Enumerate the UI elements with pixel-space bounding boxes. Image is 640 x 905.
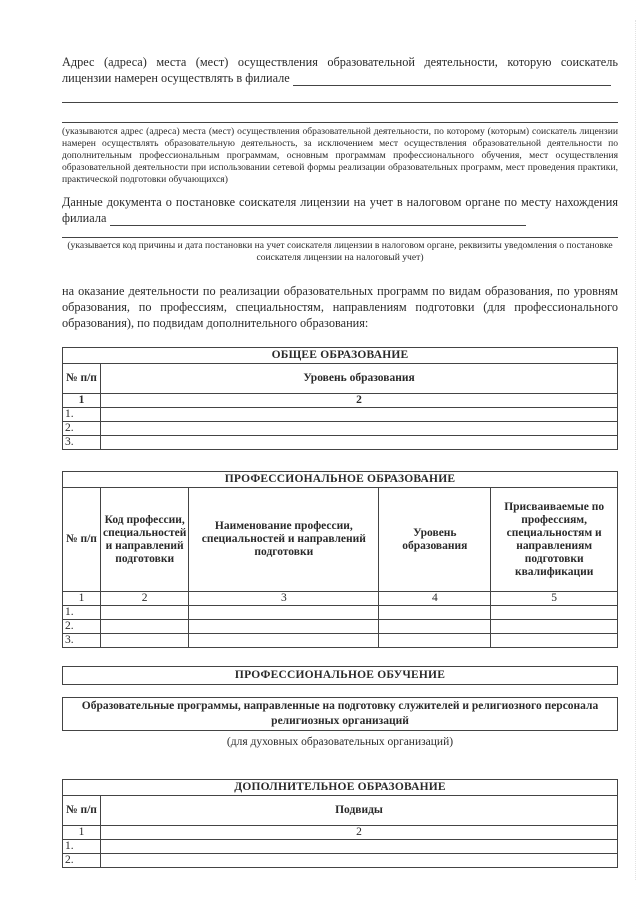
address-note: (указываются адрес (адреса) места (мест) осуществления образовательной деятельности, по которому (которым) соискатель лицензии намерен осуществлять образовательную деятельность, за исключением мест осуществления образовательной деятельности по дополнительным профессиональным программам, основным программам профессионального обучения, мест осуществления образовательной деятельности при использовании сетевой формы реализации образовательных программ, мест проведения практики, практической подготовки обучающихся) bbox=[62, 126, 618, 185]
column-header: Присваиваемые по профессиям, специальностям и направлениям подготовки квалификации bbox=[491, 488, 618, 592]
blank-line bbox=[62, 122, 618, 123]
table-row: 1. bbox=[63, 408, 618, 422]
tax-fill-line bbox=[110, 213, 526, 226]
column-index: 3 bbox=[189, 592, 379, 606]
address-fill-line bbox=[293, 73, 611, 86]
table-title: ОБЩЕЕ ОБРАЗОВАНИЕ bbox=[63, 348, 618, 364]
blank-line bbox=[62, 102, 618, 103]
table-row: 1. bbox=[63, 606, 618, 620]
column-index: 2 bbox=[101, 826, 618, 840]
column-index: 1 bbox=[63, 826, 101, 840]
column-index: 4 bbox=[379, 592, 491, 606]
column-index: 2 bbox=[101, 592, 189, 606]
column-index: 1 bbox=[63, 592, 101, 606]
address-label: Адрес (адреса) места (мест) осуществления образовательной деятельности, которую соискатель лицензии намерен осуществлять в филиале bbox=[62, 55, 618, 85]
column-index: 5 bbox=[491, 592, 618, 606]
column-index: 2 bbox=[101, 394, 618, 408]
column-header: № п/п bbox=[63, 364, 101, 394]
table-row: 3. bbox=[63, 634, 618, 648]
tax-note: (указывается код причины и дата постановки на учет соискателя лицензии в налоговом органе, реквизиты уведомления о постановке соискателя лицензии на налоговый учет) bbox=[67, 240, 613, 263]
general-education-table bbox=[62, 347, 618, 450]
professional-education-table bbox=[62, 471, 618, 648]
table-row: 1. bbox=[63, 840, 618, 854]
column-header: Уровень образования bbox=[379, 488, 491, 592]
table-title: ПРОФЕССИОНАЛЬНОЕ ОБУЧЕНИЕ bbox=[63, 667, 618, 685]
table-title: ПРОФЕССИОНАЛЬНОЕ ОБРАЗОВАНИЕ bbox=[63, 472, 618, 488]
professional-training-box bbox=[62, 666, 618, 685]
column-header: Подвиды bbox=[101, 796, 618, 826]
table-row: 2. bbox=[63, 422, 618, 436]
table-title: ДОПОЛНИТЕЛЬНОЕ ОБРАЗОВАНИЕ bbox=[63, 780, 618, 796]
table-row: 3. bbox=[63, 436, 618, 450]
blank-line bbox=[62, 237, 618, 238]
intro-text: на оказание деятельности по реализации образовательных программ по видам образования, по уровням образования, по профессиям, специальностям, направлениям подготовки (для профессионального образования), по подвидам дополнительного образования: bbox=[62, 284, 618, 330]
column-header: Наименование профессии, специальностей и направлений подготовки bbox=[189, 488, 379, 592]
scan-bleed-through bbox=[599, 20, 636, 880]
additional-education-table bbox=[62, 779, 618, 868]
table-row: 2. bbox=[63, 854, 618, 868]
religious-programs-title: Образовательные программы, направленные на подготовку служителей и религиозного персонала религиозных организаций bbox=[63, 698, 618, 731]
column-header: № п/п bbox=[63, 488, 101, 592]
column-header: Уровень образования bbox=[101, 364, 618, 394]
column-header: № п/п bbox=[63, 796, 101, 826]
religious-programs-box bbox=[62, 697, 618, 731]
column-index: 1 bbox=[63, 394, 101, 408]
table-row: 2. bbox=[63, 620, 618, 634]
column-header: Код профессии, специальностей и направлений подготовки bbox=[101, 488, 189, 592]
religious-programs-note: (для духовных образовательных организаций) bbox=[226, 736, 454, 748]
tax-label: Данные документа о постановке соискателя лицензии на учет в налоговом органе по месту нахождения филиала bbox=[62, 195, 618, 225]
